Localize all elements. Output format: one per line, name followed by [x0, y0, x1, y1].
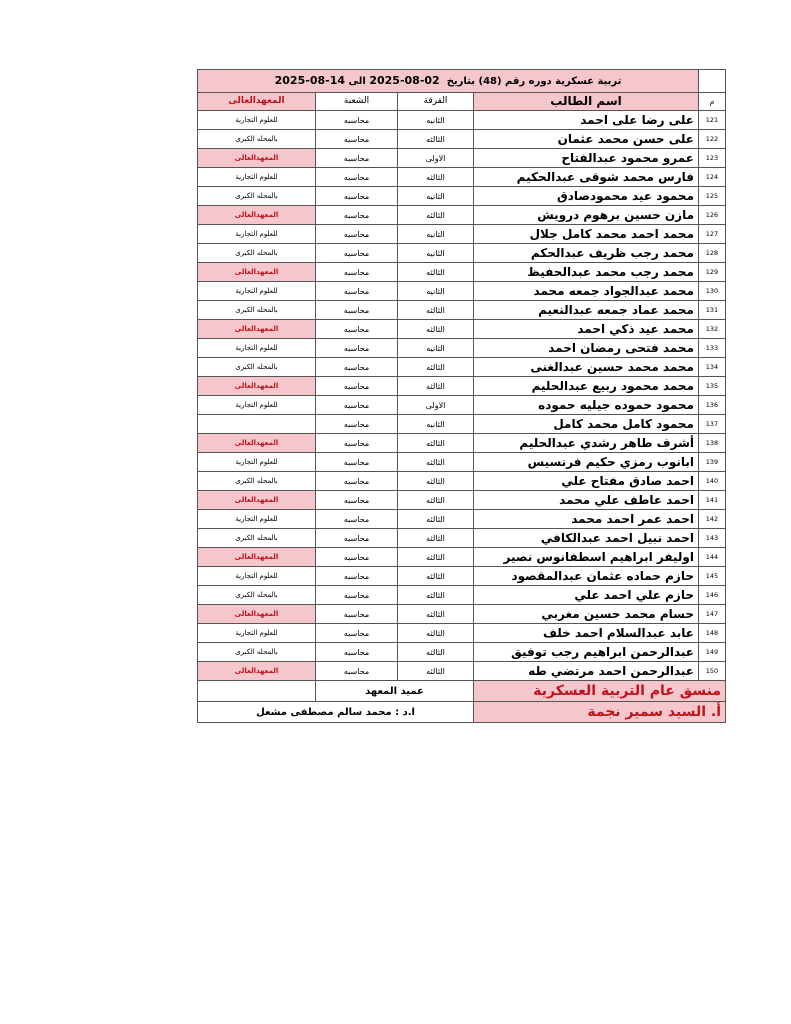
year-cell: الثالثه [398, 263, 474, 282]
table-row [198, 643, 726, 662]
year-cell: الثانيه [398, 282, 474, 301]
footer-row-1 [198, 681, 726, 702]
table-row [198, 453, 726, 472]
row-number-cell: 126 [699, 206, 726, 225]
department-cell: محاسبه [316, 567, 398, 586]
footer-blank-cell [198, 681, 316, 702]
row-number-cell: 123 [699, 149, 726, 168]
row-number-cell: 143 [699, 529, 726, 548]
year-cell: الثانيه [398, 339, 474, 358]
institute-cell: المعهدالعالى [198, 206, 316, 225]
department-cell: محاسبه [316, 586, 398, 605]
table-row [198, 320, 726, 339]
student-name-cell: محمود كامل محمد كامل [474, 415, 699, 434]
table-row [198, 605, 726, 624]
row-number-cell: 130 [699, 282, 726, 301]
department-cell: محاسبه [316, 301, 398, 320]
student-name-cell: احمد صادق مفتاح علي [474, 472, 699, 491]
department-cell: محاسبه [316, 225, 398, 244]
institute-cell: بالمحله الكبرى [198, 358, 316, 377]
year-cell: الثالثه [398, 605, 474, 624]
dean-name: ا.د : محمد سالم مصطفى مشعل [198, 702, 474, 723]
institute-cell: المعهدالعالى [198, 320, 316, 339]
table-row [198, 282, 726, 301]
department-cell: محاسبه [316, 206, 398, 225]
footer [198, 681, 726, 723]
department-cell: محاسبه [316, 510, 398, 529]
year-cell: الثالثه [398, 320, 474, 339]
institute-cell: للعلوم التجارية [198, 225, 316, 244]
table-row [198, 586, 726, 605]
document-title [198, 70, 699, 93]
department-cell: محاسبه [316, 662, 398, 681]
row-number-cell: 141 [699, 491, 726, 510]
department-cell: محاسبه [316, 168, 398, 187]
table-row [198, 263, 726, 282]
institute-cell: للعلوم التجارية [198, 168, 316, 187]
institute-cell: للعلوم التجارية [198, 282, 316, 301]
institute-cell: للعلوم التجارية [198, 510, 316, 529]
table-row [198, 510, 726, 529]
year-cell: الثالثه [398, 662, 474, 681]
table-row [198, 149, 726, 168]
row-number-cell: 146 [699, 586, 726, 605]
row-number-cell: 131 [699, 301, 726, 320]
institute-cell: للعلوم التجارية [198, 339, 316, 358]
institute-cell [198, 415, 316, 434]
footer-row-2 [198, 702, 726, 723]
department-cell: محاسبه [316, 149, 398, 168]
year-cell: الثالثه [398, 586, 474, 605]
table-row [198, 130, 726, 149]
table-row [198, 472, 726, 491]
year-cell: الثالثه [398, 434, 474, 453]
student-name-cell: محمد رجب محمد عبدالحفيظ [474, 263, 699, 282]
year-cell: الثالثه [398, 624, 474, 643]
table-row [198, 358, 726, 377]
student-name-cell: محمد محمد حسين عبدالغنى [474, 358, 699, 377]
row-number-cell: 124 [699, 168, 726, 187]
institute-cell: للعلوم التجارية [198, 624, 316, 643]
table-row [198, 244, 726, 263]
student-name-cell: على حسن محمد عثمان [474, 130, 699, 149]
department-cell: محاسبه [316, 130, 398, 149]
table-row [198, 567, 726, 586]
student-name-cell: محمد فتحى رمضان احمد [474, 339, 699, 358]
table-row [198, 624, 726, 643]
department-cell: محاسبه [316, 529, 398, 548]
department-cell: محاسبه [316, 263, 398, 282]
year-cell: الثالثه [398, 130, 474, 149]
table-row [198, 396, 726, 415]
institute-cell: المعهدالعالى [198, 149, 316, 168]
student-name-cell: ابانوب رمزي حكيم فرنسيس [474, 453, 699, 472]
student-name-cell: عابد عبدالسلام احمد خلف [474, 624, 699, 643]
department-cell: محاسبه [316, 244, 398, 263]
student-roster-table [197, 69, 726, 723]
institute-cell: بالمحله الكبرى [198, 529, 316, 548]
year-cell: الثالثه [398, 567, 474, 586]
year-cell: الثالثه [398, 453, 474, 472]
student-name-cell: عمرو محمود عبدالفتاح [474, 149, 699, 168]
row-number-cell: 122 [699, 130, 726, 149]
department-cell: محاسبه [316, 415, 398, 434]
student-name-cell: محمد عبدالجواد جمعه محمد [474, 282, 699, 301]
student-name-cell: أشرف طاهر رشدي عبدالحليم [474, 434, 699, 453]
table-row [198, 491, 726, 510]
institute-cell: للعلوم التجارية [198, 567, 316, 586]
department-cell: محاسبه [316, 187, 398, 206]
year-cell: الثالثه [398, 168, 474, 187]
year-cell: الثانيه [398, 111, 474, 130]
institute-cell: للعلوم التجارية [198, 111, 316, 130]
header-department: الشعبة [316, 93, 398, 111]
student-name-cell: محمد عيد ذكي احمد [474, 320, 699, 339]
student-name-cell: عبدالرحمن ابراهيم رجب توفيق [474, 643, 699, 662]
department-cell: محاسبه [316, 111, 398, 130]
row-number-cell: 133 [699, 339, 726, 358]
institute-cell: بالمحله الكبرى [198, 643, 316, 662]
coordinator-name: أ. السيد سمير نجمة [474, 702, 726, 723]
header-student-name: اسم الطالب [474, 93, 699, 111]
department-cell: محاسبه [316, 472, 398, 491]
department-cell: محاسبه [316, 339, 398, 358]
row-number-cell: 149 [699, 643, 726, 662]
table-row [198, 377, 726, 396]
institute-cell: بالمحله الكبرى [198, 301, 316, 320]
student-name-cell: عبدالرحمن احمد مرتضي طه [474, 662, 699, 681]
table-row [198, 187, 726, 206]
row-number-cell: 134 [699, 358, 726, 377]
student-name-cell: محمود عيد محمودصادق [474, 187, 699, 206]
year-cell: الثالثه [398, 548, 474, 567]
row-number-cell: 147 [699, 605, 726, 624]
student-name-cell: محمد عماد جمعه عبدالنعيم [474, 301, 699, 320]
row-number-cell: 150 [699, 662, 726, 681]
table-row [198, 529, 726, 548]
department-cell: محاسبه [316, 605, 398, 624]
department-cell: محاسبه [316, 434, 398, 453]
row-number-cell: 144 [699, 548, 726, 567]
institute-cell: المعهدالعالى [198, 548, 316, 567]
header-year: الفرقة [398, 93, 474, 111]
table-row [198, 339, 726, 358]
year-cell: الثالثه [398, 472, 474, 491]
student-name-cell: احمد نبيل احمد عبدالكافي [474, 529, 699, 548]
institute-cell: المعهدالعالى [198, 434, 316, 453]
student-name-cell: حازم حماده عثمان عبدالمقصود [474, 567, 699, 586]
institute-cell: للعلوم التجارية [198, 396, 316, 415]
department-cell: محاسبه [316, 643, 398, 662]
dean-label: عميد المعهد [316, 681, 474, 702]
student-name-cell: محمود حموده جيليه حموده [474, 396, 699, 415]
student-name-cell: حازم علي احمد علي [474, 586, 699, 605]
year-cell: الثانيه [398, 187, 474, 206]
institute-cell: المعهدالعالى [198, 263, 316, 282]
institute-cell: بالمحله الكبرى [198, 187, 316, 206]
header-institute: المعهدالعالى [198, 93, 316, 111]
institute-cell: بالمحله الكبرى [198, 130, 316, 149]
department-cell: محاسبه [316, 282, 398, 301]
student-name-cell: اوليفر ابراهيم اسطفانوس نصير [474, 548, 699, 567]
student-name-cell: حسام محمد حسين مغربي [474, 605, 699, 624]
year-cell: الثالثه [398, 377, 474, 396]
student-name-cell: فارس محمد شوقى عبدالحكيم [474, 168, 699, 187]
date-to: 14-08-2025 [274, 74, 346, 87]
department-cell: محاسبه [316, 548, 398, 567]
row-number-cell: 139 [699, 453, 726, 472]
row-number-cell: 136 [699, 396, 726, 415]
table-row [198, 662, 726, 681]
row-number-cell: 121 [699, 111, 726, 130]
department-cell: محاسبه [316, 377, 398, 396]
institute-cell: المعهدالعالى [198, 605, 316, 624]
row-number-cell: 140 [699, 472, 726, 491]
row-number-cell: 127 [699, 225, 726, 244]
column-header-row [198, 93, 726, 111]
institute-cell: المعهدالعالى [198, 491, 316, 510]
institute-cell: للعلوم التجارية [198, 453, 316, 472]
year-cell: الثانيه [398, 415, 474, 434]
date-separator: الى [348, 76, 366, 87]
row-number-cell: 132 [699, 320, 726, 339]
table-body [198, 70, 726, 681]
department-cell: محاسبه [316, 453, 398, 472]
row-number-cell: 137 [699, 415, 726, 434]
row-number-cell: 142 [699, 510, 726, 529]
header-number: م [699, 93, 726, 111]
table-row [198, 206, 726, 225]
department-cell: محاسبه [316, 624, 398, 643]
institute-cell: بالمحله الكبرى [198, 472, 316, 491]
student-name-cell: مازن حسين برهوم درويش [474, 206, 699, 225]
table-row [198, 434, 726, 453]
student-name-cell: احمد عمر احمد محمد [474, 510, 699, 529]
department-cell: محاسبه [316, 358, 398, 377]
table-row [198, 548, 726, 567]
row-number-cell: 145 [699, 567, 726, 586]
institute-cell: المعهدالعالى [198, 662, 316, 681]
department-cell: محاسبه [316, 396, 398, 415]
table-row [198, 225, 726, 244]
table-row [198, 168, 726, 187]
year-cell: الثالثه [398, 643, 474, 662]
year-cell: الثانيه [398, 225, 474, 244]
year-cell: الثالثه [398, 301, 474, 320]
year-cell: الثالثه [398, 491, 474, 510]
title-row [198, 70, 726, 93]
row-number-cell: 138 [699, 434, 726, 453]
table-row [198, 415, 726, 434]
institute-cell: المعهدالعالى [198, 377, 316, 396]
year-cell: الثالثه [398, 358, 474, 377]
student-name-cell: محمد رجب ظريف عبدالحكم [474, 244, 699, 263]
row-number-cell: 135 [699, 377, 726, 396]
department-cell: محاسبه [316, 491, 398, 510]
row-number-cell: 129 [699, 263, 726, 282]
institute-cell: بالمحله الكبرى [198, 586, 316, 605]
institute-cell: بالمحله الكبرى [198, 244, 316, 263]
row-number-cell: 128 [699, 244, 726, 263]
student-name-cell: على رضا على احمد [474, 111, 699, 130]
year-cell: الاولى [398, 149, 474, 168]
title-prefix: تربية عسكرية دوره رقم (48) بتاريخ [446, 76, 622, 87]
year-cell: الثالثه [398, 206, 474, 225]
table-row [198, 111, 726, 130]
year-cell: الثانيه [398, 244, 474, 263]
title-blank-cell [699, 70, 726, 93]
row-number-cell: 125 [699, 187, 726, 206]
row-number-cell: 148 [699, 624, 726, 643]
coordinator-title: منسق عام التربية العسكرية [474, 681, 726, 702]
year-cell: الثالثه [398, 529, 474, 548]
year-cell: الاولى [398, 396, 474, 415]
table-row [198, 301, 726, 320]
student-name-cell: محمد احمد محمد كامل جلال [474, 225, 699, 244]
student-name-cell: احمد عاطف علي محمد [474, 491, 699, 510]
student-name-cell: محمد محمود ربيع عبدالحليم [474, 377, 699, 396]
date-from: 02-08-2025 [369, 74, 440, 87]
department-cell: محاسبه [316, 320, 398, 339]
year-cell: الثالثه [398, 510, 474, 529]
